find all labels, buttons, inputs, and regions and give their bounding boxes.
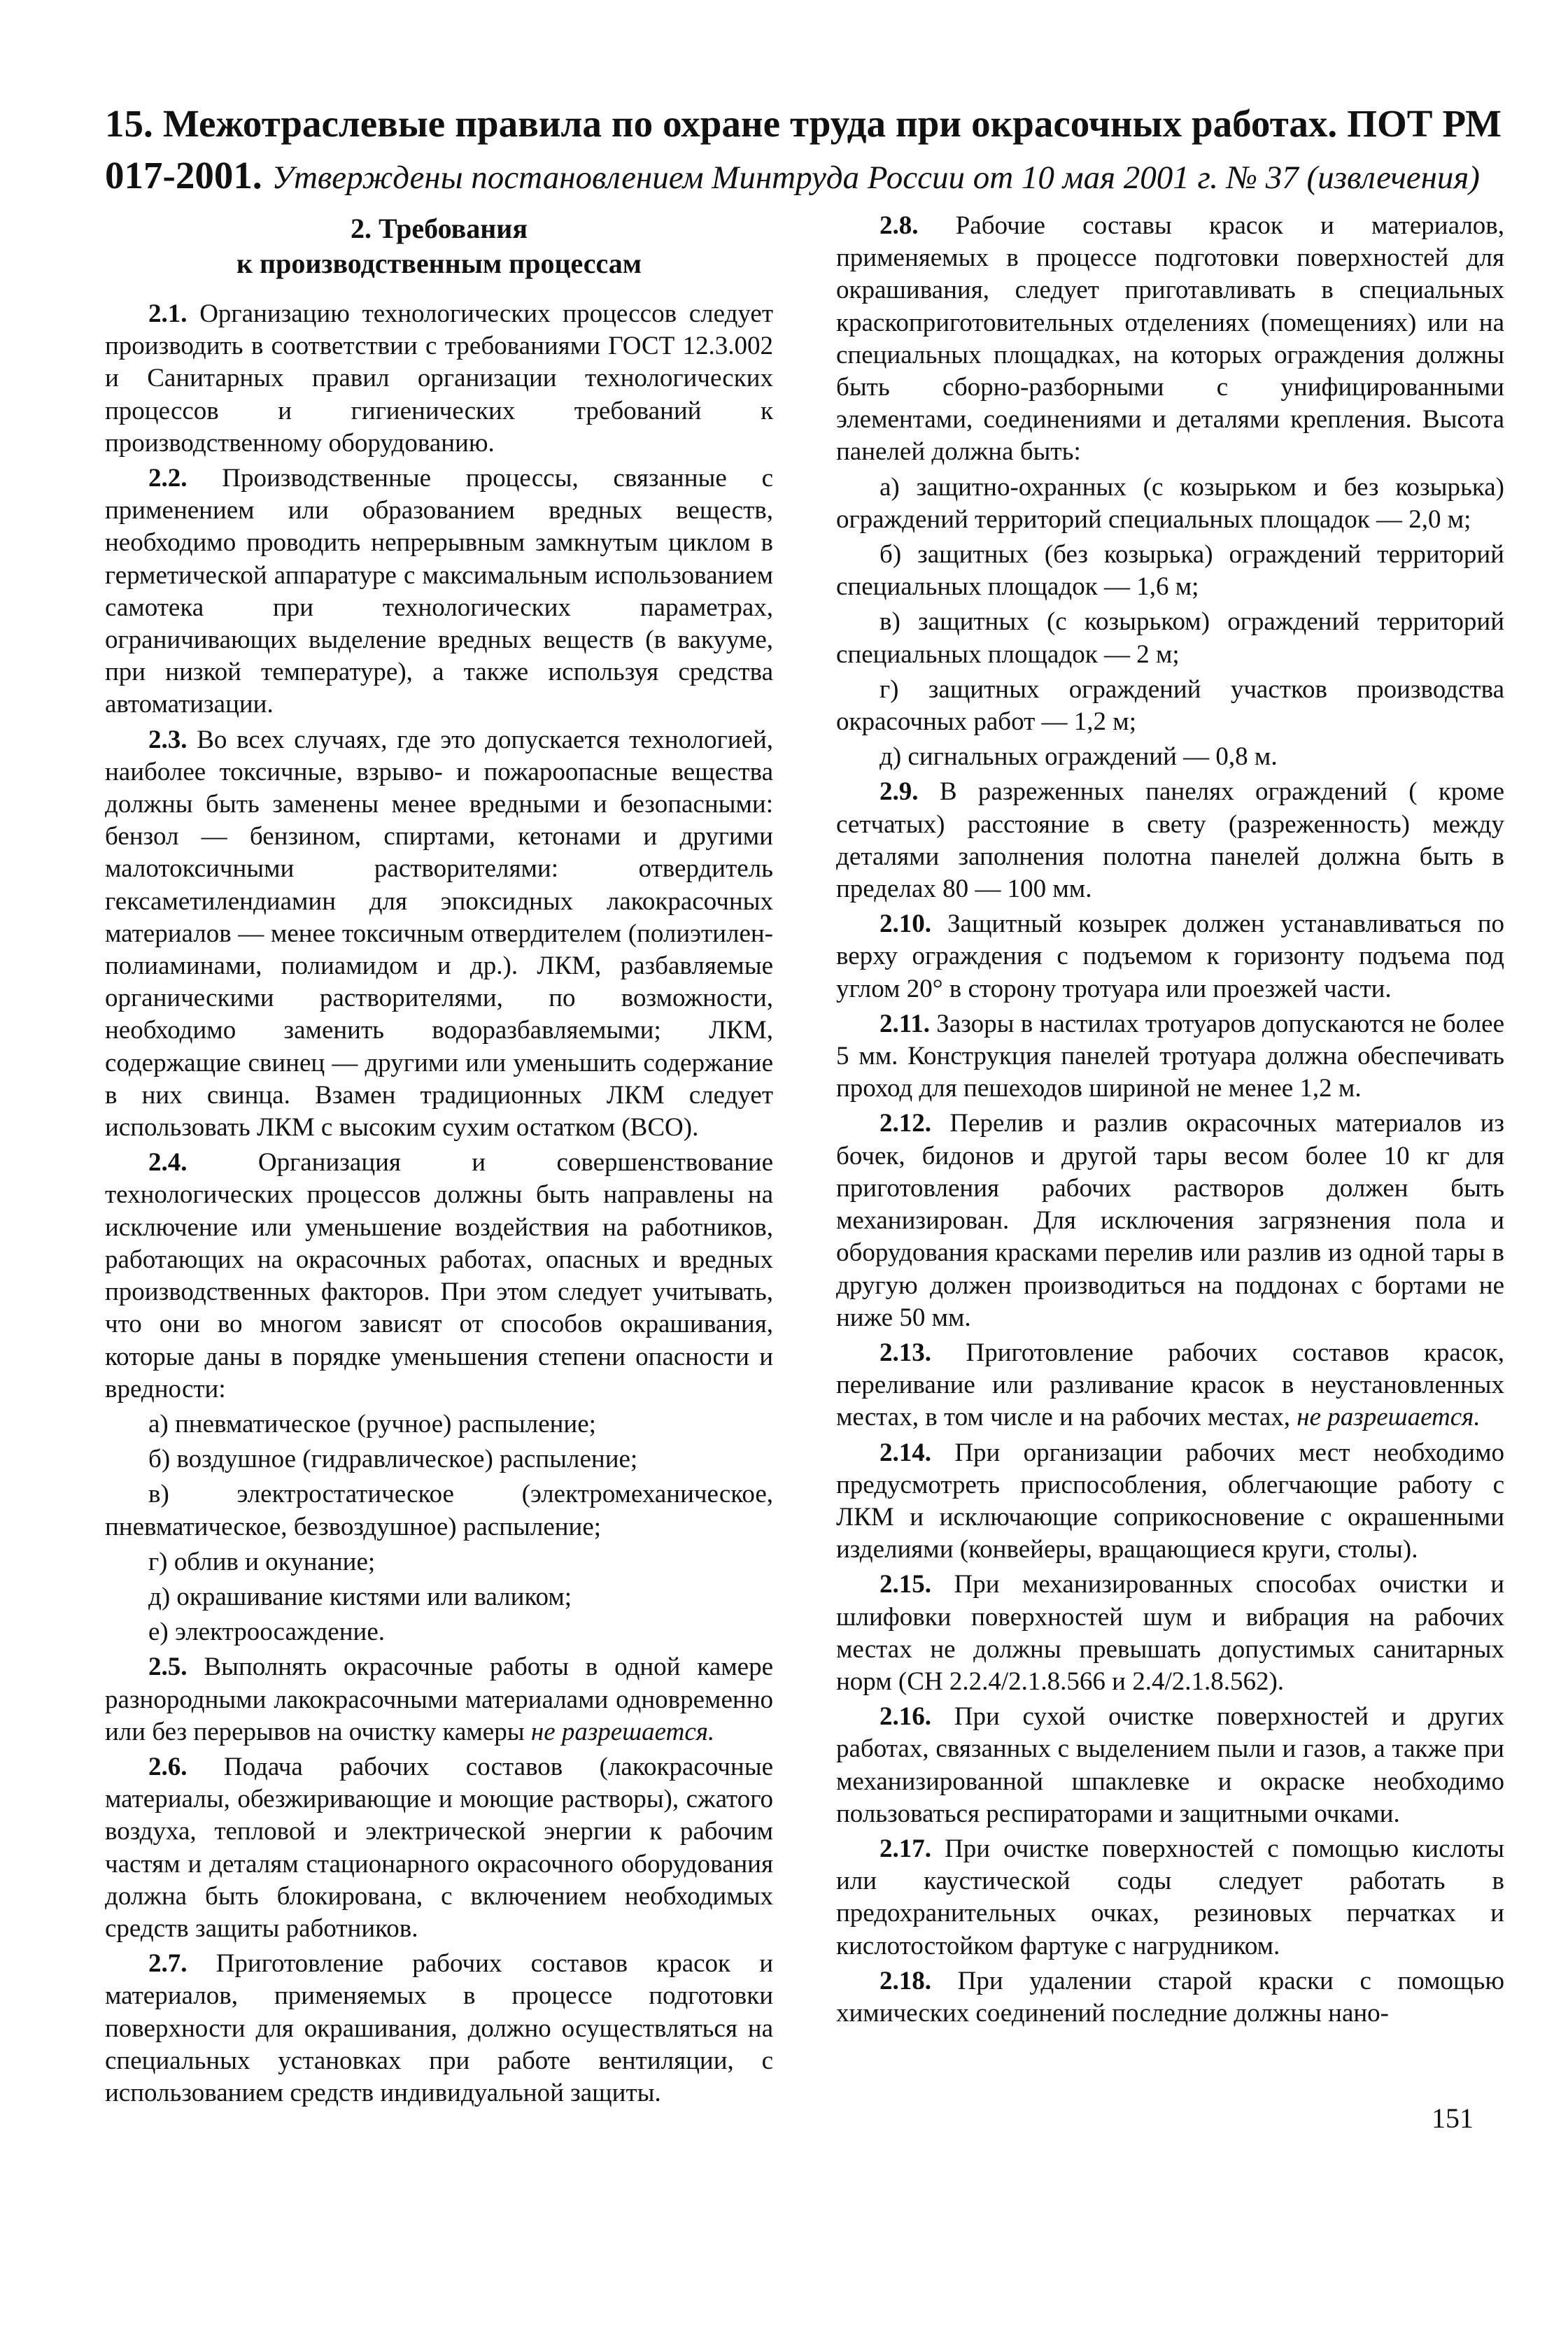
clause-2-4-subitem: д) окрашивание кистями или валиком;: [148, 1582, 572, 1611]
clause-text: При механизированных способах очистки и шлифовки поверхностей шум и вибрация на рабочих местах не должны превышать допустимых санитарных норм (СН 2.2.4/2.1.8.566 и 2.4/2.1.8.562).: [836, 1570, 1505, 1696]
clause-text: Производственные процессы, связанные с применением или образованием вредных веществ, необходимо проводить непрерывным замкнутым циклом в герметической аппаратуре с максимальным использованием самотека при технологических параметрах, ограничивающих выделение вредных веществ (в вакууме, при низкой температуре), а также используя средства автоматизации.: [105, 464, 773, 719]
clause-2-8: [836, 210, 1504, 469]
clause-2-2: [105, 462, 773, 721]
section-heading-line-1: 2. Требования: [351, 213, 528, 244]
clause-text: При сухой очистке поверхностей и других работах, связанных с выделением пыли и газов, а также при механизированной шпаклевке и окраске необходимо пользоваться респираторами и защитными очками.: [836, 1702, 1504, 1828]
clause-number: 2.10.: [880, 910, 931, 939]
clause-text: Выполнять окрасочные работы в одной камере разнородными лакокрасочными материалами одновременно или без перерывов на очистку камеры: [105, 1653, 774, 1746]
clause-2-4: [105, 1147, 773, 1406]
clause-2-14: [836, 1437, 1504, 1566]
clause-text: Зазоры в настилах тротуаров допускаются не более 5 мм. Конструкция панелей тротуара должна обеспечивать проход для пешеходов шириной не менее 1,2 м.: [836, 1009, 1504, 1103]
clause-2-13: [836, 1337, 1504, 1434]
clause-number: 2.14.: [880, 1438, 931, 1467]
clause-2-6: [105, 1751, 773, 1945]
right-column: [836, 210, 1504, 2032]
approval-note: Утверждены постановлением Минтруда России от 10 мая 2001 г. № 37 (извлечения): [271, 160, 1480, 196]
clause-number: 2.7.: [148, 1949, 188, 1979]
clause-number: 2.9.: [880, 777, 919, 807]
prohibition-note: не разрешается.: [1297, 1403, 1481, 1432]
clause-text: Защитный козырек должен устанавливаться по верху ограждения с подъемом к горизонту подъема под углом 20° в сторону тротуара или проезжей части.: [836, 910, 1505, 1003]
clause-2-11: [836, 1008, 1504, 1105]
clause-2-7: [105, 1948, 773, 2109]
clause-2-4-subitem: е) электроосаждение.: [148, 1618, 386, 1647]
clause-2-10: [836, 908, 1504, 1005]
prohibition-note: не разрешается.: [530, 1717, 715, 1746]
clause-2-3: [105, 724, 773, 1145]
document-header: [105, 98, 1502, 204]
clause-text: При удалении старой краски с помощью химических соединений последние должны нано-: [836, 1966, 1504, 2028]
clause-text: При очистке поверхностей с помощью кислоты или каустической соды следует работать в предохранительных очках, резиновых перчатках и кислотостойком фартуке с нагрудником.: [836, 1834, 1505, 1960]
clause-2-8-subitem: д) сигнальных ограждений — 0,8 м.: [880, 742, 1278, 772]
clause-2-8-subitem: б) защитных (без козырька) ограждений территорий специальных площадок — 1,6 м;: [836, 540, 1504, 602]
clause-number: 2.1.: [148, 299, 188, 328]
clause-2-12: [836, 1108, 1504, 1334]
clause-2-1: [105, 298, 773, 460]
clause-text: В разреженных панелях ограждений ( кроме сетчатых) расстояние в свету (разреженность) между деталями заполнения полотна панелей должна быть в пределах 80 — 100 мм.: [836, 777, 1504, 904]
clause-text: Перелив и разлив окрасочных материалов из бочек, бидонов и другой тары весом более 10 кг для приготовления рабочих растворов должен быть механизирован. Для исключения загрязнения пола и оборудования красками перелив или разлив из одной тары в другую должен производиться на поддонах с бортами не ниже 50 мм.: [836, 1109, 1504, 1332]
clause-2-16: [836, 1701, 1504, 1830]
clause-text: При организации рабочих мест необходимо предусмотреть приспособления, облегчающие работу с ЛКМ и исключающие соприкосновение с окрашенными изделиями (конвейеры, вращающиеся круги, столы).: [836, 1438, 1505, 1564]
section-heading: [105, 211, 773, 281]
left-column: [105, 210, 773, 2112]
clause-number: 2.4.: [148, 1148, 188, 1177]
clause-2-15: [836, 1569, 1504, 1698]
clause-text: Приготовление рабочих составов красок, переливание или разливание красок в неустановленных местах, в том числе и на рабочих местах,: [836, 1338, 1505, 1432]
clause-2-4-subitem: б) воздушное (гидравлическое) распыление;: [148, 1445, 638, 1474]
section-heading-line-2: к производственным процессам: [236, 248, 642, 279]
clause-number: 2.11.: [880, 1009, 930, 1038]
clause-text: Подача рабочих составов (лакокрасочные материалы, обезжиривающие и моющие растворы), сжатого воздуха, тепловой и электрической энергии к рабочим частям и деталям стационарного окрасочного оборудования должна быть блокирована, с включением необходимых средств защиты работников.: [105, 1752, 773, 1943]
clause-2-4-subitem: а) пневматическое (ручное) распыление;: [148, 1409, 596, 1438]
clause-number: 2.15.: [880, 1570, 931, 1599]
clause-text: Рабочие составы красок и материалов, применяемых в процессе подготовки поверхностей для окрашивания, следует приготавливать в специальных краскоприготовительных отделениях (помещениях) или на специальных площадках, на которых ограждения должны быть сборно-разборными с унифицированными элементами, соединениями и деталями крепления. Высота панелей должна быть:: [836, 211, 1505, 467]
clause-2-9: [836, 776, 1504, 905]
clause-number: 2.8.: [880, 211, 919, 240]
clause-2-18: [836, 1965, 1504, 2030]
clause-number: 2.18.: [880, 1966, 931, 1995]
clause-number: 2.17.: [880, 1834, 931, 1863]
clause-2-4-subitem: в) электростатическое (электромеханическое, пневматическое, безвоздушное) распыление;: [105, 1480, 773, 1541]
clause-2-8-subitem: а) защитно-охранных (с козырьком и без козырька) ограждений территорий специальных площадок — 2,0 м;: [836, 472, 1504, 534]
clause-number: 2.12.: [880, 1109, 931, 1138]
clause-2-4-subitem: г) облив и окунание;: [148, 1547, 376, 1576]
clause-2-5: [105, 1651, 773, 1748]
clause-text: Организация и совершенствование технологических процессов должны быть направлены на исключение или уменьшение воздействия на работников, работающих на окрасочных работах, опасных и вредных производственных факторов. При этом следует учитывать, что они во многом зависят от способов окрашивания, которые даны в порядке уменьшения степени опасности и вредности:: [105, 1148, 773, 1403]
clause-number: 2.16.: [880, 1702, 931, 1732]
clause-2-8-subitem: г) защитных ограждений участков производства окрасочных работ — 1,2 м;: [836, 674, 1504, 737]
document-title: 15. Межотраслевые правила по охране труда при окрасочных работах. ПОТ РМ 017-2001.: [105, 102, 1502, 197]
clause-text: Во всех случаях, где это допускается технологией, наиболее токсичные, взрыво- и пожароопасные вещества должны быть заменены менее вредными и безопасными: бензол — бензином, спиртами, кетонами и другими малотоксичными растворителями: отвердитель гексаметилендиамин для эпоксидных лакокрасочных материалов — менее токсичным отвердителем (полиэтилен-полиаминами, полиамидом и др.). ЛКМ, разбавляемые органическими растворителями, по возможности, необходимо заменить водоразбавляемыми; ЛКМ, содержащие свинец — другими или уменьшить содержание в них свинца. Взамен традиционных ЛКМ следует использовать ЛКМ с высоким сухим остатком (ВСО).: [105, 725, 774, 1143]
clause-number: 2.13.: [880, 1338, 931, 1367]
clause-number: 2.2.: [148, 464, 188, 493]
clause-number: 2.5.: [148, 1653, 188, 1682]
clause-number: 2.6.: [148, 1752, 188, 1781]
clause-2-8-subitem: в) защитных (с козырьком) ограждений территорий специальных площадок — 2 м;: [836, 607, 1504, 669]
clause-number: 2.3.: [148, 725, 188, 754]
clause-2-17: [836, 1833, 1504, 1962]
clause-text: Приготовление рабочих составов красок и материалов, применяемых в процессе подготовки поверхности для окрашивания, должно осуществляться на специальных установках при работе вентиляции, с использованием средств индивидуальной защиты.: [105, 1949, 774, 2107]
page-number: 151: [1432, 2102, 1474, 2134]
clause-text: Организацию технологических процессов следует производить в соответствии с требованиями ГОСТ 12.3.002 и Санитарных правил организации технологических процессов и гигиенических требований к производственному оборудованию.: [105, 299, 773, 458]
